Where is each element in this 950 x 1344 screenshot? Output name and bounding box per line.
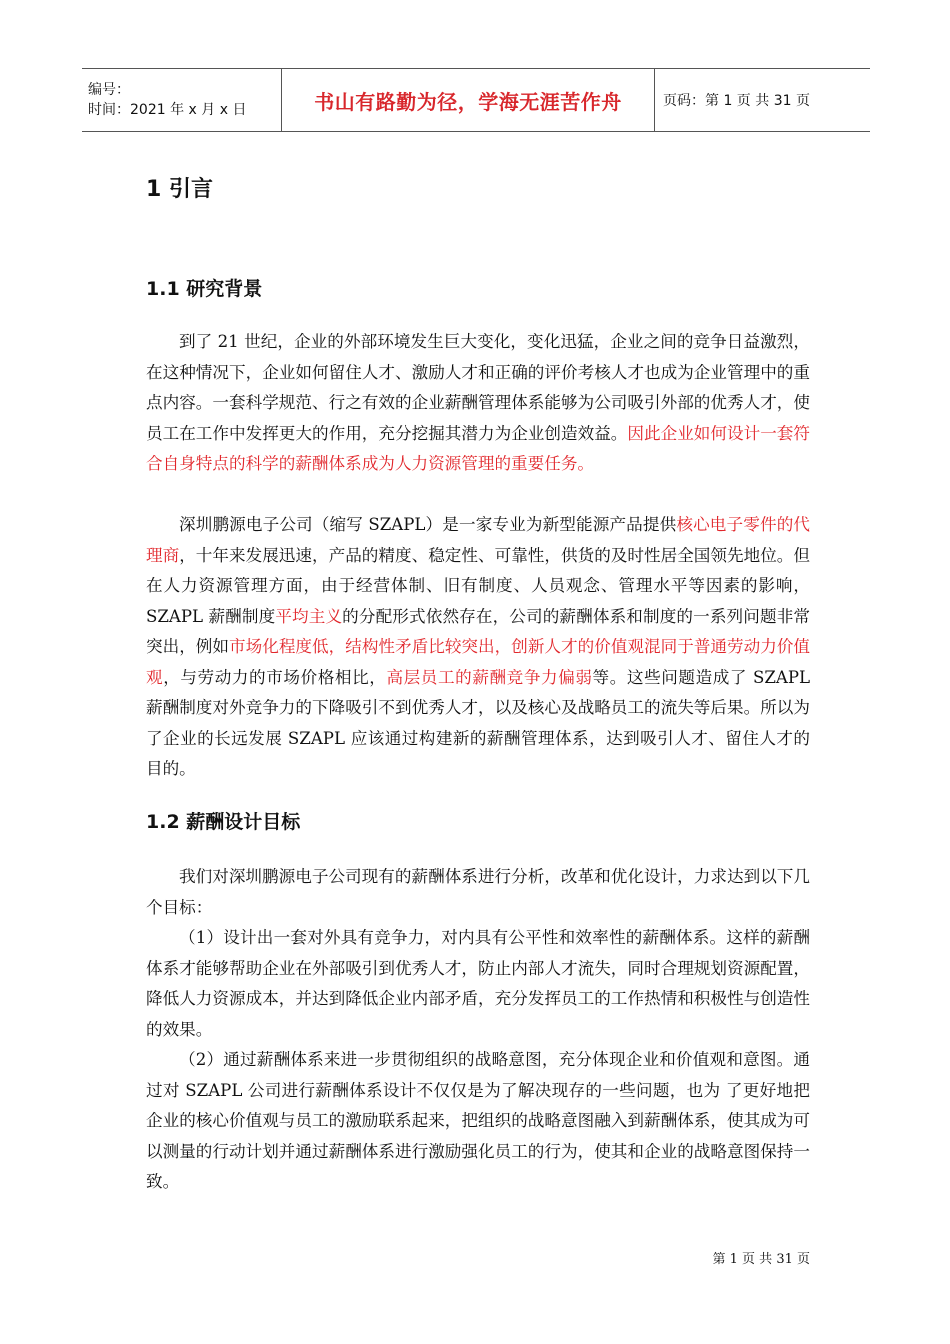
header-motto: 书山有路勤为径，学海无涯苦作舟	[282, 69, 655, 131]
p2-part-c: 的分配形式依然存在，公司的薪酬体系和制度的一系列问题非常突出，例如	[146, 606, 811, 656]
serial-label: 编号：	[88, 82, 130, 98]
header-page-number: 页码：第 1 页 共 31 页	[663, 93, 810, 109]
section-heading-background: 1.1 研究背景	[146, 278, 263, 300]
paragraph-2	[146, 510, 810, 785]
paragraph-5: （2）通过薪酬体系来进一步贯彻组织的战略意图，充分体现企业和价值观和意图。通过对 SZAPL 公司进行薪酬体系设计不仅仅是为了解决现存的一些问题，也为 了更好地把企业的核心价值观与员工的激励联系起来，把组织的战略意图融入到薪酬体系，使其成为可以测量的行动计划并通过薪酬体系进行激励强化员工的行为，使其和企业的战略意图保持一致。	[146, 1050, 810, 1191]
p2-highlight-1: 核心电子零件的代理商	[146, 515, 811, 565]
p2-highlight-3: 市场化程度低，结构性矛盾比较突出，创新人才的价值观混同于普通劳动力价值观	[146, 637, 811, 687]
page-header	[82, 68, 870, 132]
section-heading-goals: 1.2 薪酬设计目标	[146, 811, 301, 833]
date-label: 时间：2021 年 x 月 x 日	[88, 102, 247, 118]
chapter-title: 1 引言	[146, 177, 213, 202]
paragraph-1-text: 到了 21 世纪，企业的外部环境发生巨大变化，变化迅猛，企业之间的竞争日益激烈，在这种情况下，企业如何留住人才、激励人才和正确的评价考核人才也成为企业管理中的重点内容。一套科学规范、行之有效的企业薪酬管理体系能够为公司吸引外部的优秀人才，使员工在工作中发挥更大的作用，充分挖掘其潜力为企业创造效益。	[146, 332, 810, 443]
header-meta	[82, 69, 282, 131]
page-footer: 第 1 页 共 31 页	[712, 1252, 810, 1267]
p2-highlight-4: 高层员工的薪酬竞争力偏弱	[386, 667, 593, 687]
paragraph-1	[146, 327, 810, 480]
p2-part-e: 等。这些问题造成了 SZAPL 薪酬制度对外竞争力的下降吸引不到优秀人才，以及核心及战略员工的流失等后果。所以为了企业的长远发展 SZAPL 应该通过构建新的薪酬管理体系，达到吸引人才、留住人才的目的。	[146, 667, 811, 778]
paragraph-3: 我们对深圳鹏源电子公司现有的薪酬体系进行分析，改革和优化设计，力求达到以下几个目标：	[146, 867, 810, 917]
p2-part-b: ，十年来发展迅速，产品的精度、稳定性、可靠性，供货的及时性居全国领先地位。但在人力资源管理方面，由于经营体制、旧有制度、人员观念、管理水平等因素的影响，SZAPL 薪酬制度	[146, 545, 811, 626]
p2-part-a: 深圳鹏源电子公司（缩写 SZAPL）是一家专业为新型能源产品提供	[179, 515, 677, 534]
paragraph-1-highlight: 因此企业如何设计一套符合自身特点的科学的薪酬体系成为人力资源管理的重要任务。	[146, 423, 811, 473]
paragraph-4: （1）设计出一套对外具有竞争力，对内具有公平性和效率性的薪酬体系。这样的薪酬体系才能够帮助企业在外部吸引到优秀人才，防止内部人才流失，同时合理规划资源配置，降低人力资源成本，并达到降低企业内部矛盾，充分发挥员工的工作热情和积极性与创造性的效果。	[146, 928, 810, 1039]
p2-highlight-2: 平均主义	[275, 606, 343, 626]
p2-part-d: ，与劳动力的市场价格相比，	[163, 667, 387, 687]
